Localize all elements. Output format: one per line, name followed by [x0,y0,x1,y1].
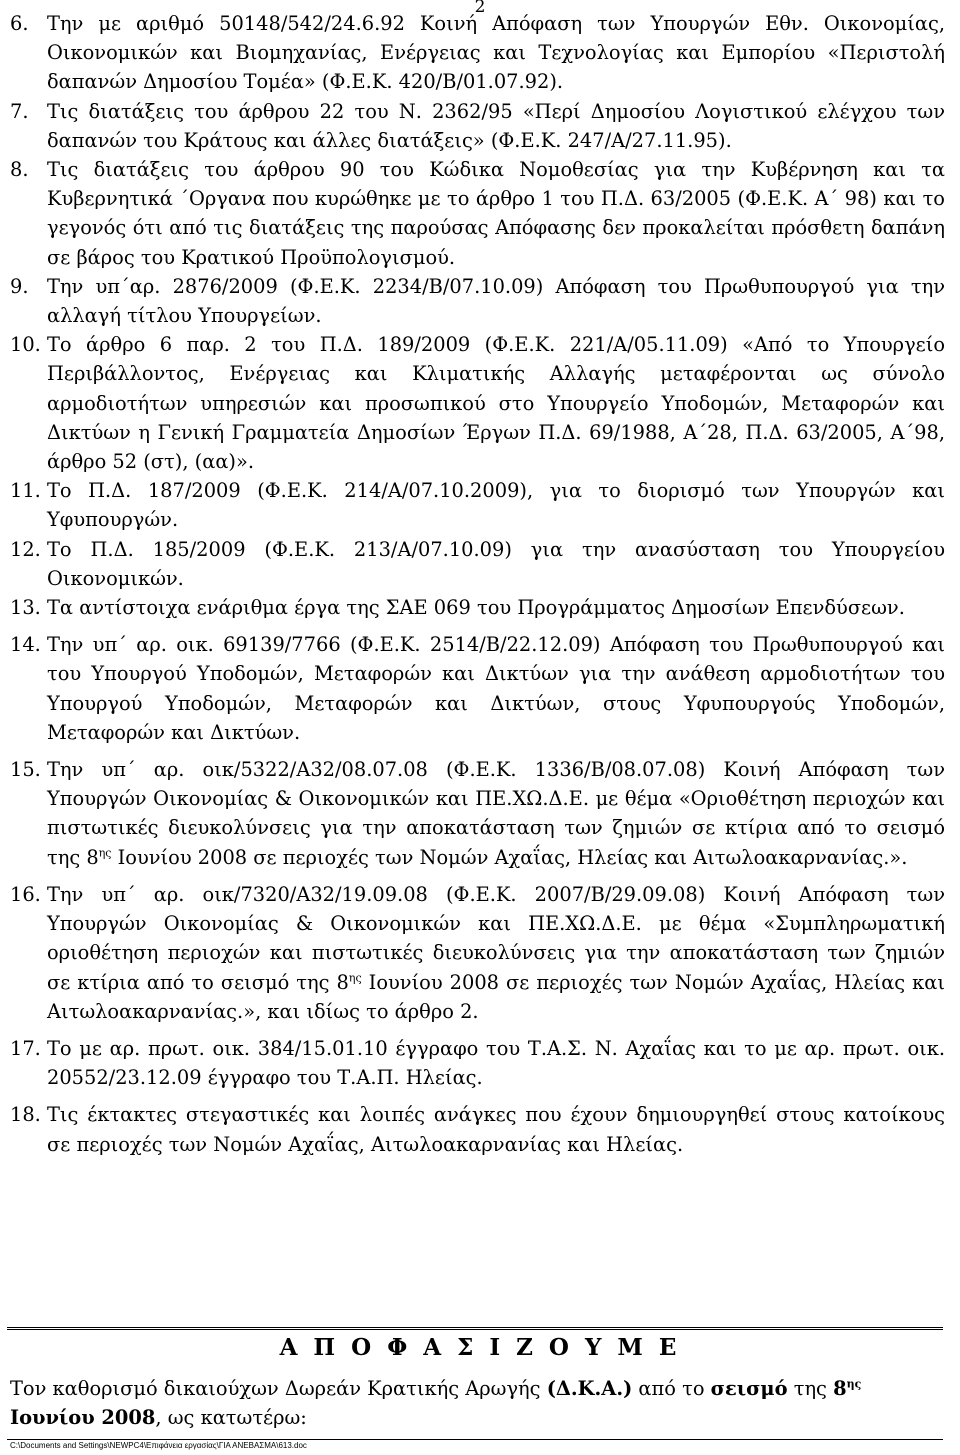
item-number: 14. [10,633,41,657]
item-text-part: Ιουνίου 2008 σε περιοχές των Νομών Αχαΐας, Ηλείας και Αιτωλοακαρνανίας.». [111,845,908,869]
list-item [10,630,945,747]
item-number: 9. [10,274,29,298]
list-item [10,1034,945,1092]
file-path-footer: C:\Documents and Settings\NEWPC4\Επιφάνεια εργασίας\ΓΙΑ ΑΝΕΒΑΣΜΑ\613.doc [10,1441,307,1450]
item-number: 16. [10,882,41,906]
item-text [47,880,945,1026]
superscript: ης [348,971,362,985]
item-text: Τις διατάξεις του άρθρου 22 του Ν. 2362/95 «Περί Δημοσίου Λογιστικού ελέγχου των δαπανών του Κράτους και άλλες διατάξεις» (Φ.Ε.Κ. 247/Α/27.11.95). [47,99,945,152]
item-text [47,755,945,872]
item-number: 10. [10,333,41,357]
list-item [10,535,945,593]
item-text: Τα αντίστοιχα ενάριθμα έργα της ΣΑΕ 069 του Προγράμματος Δημοσίων Επενδύσεων. [47,596,905,620]
closing-superscript: ης [846,1377,862,1391]
item-text: Το Π.Δ. 187/2009 (Φ.Ε.Κ. 214/Α/07.10.2009), για το διορισμό των Υπουργών και Υφυπουργών. [47,479,945,532]
closing-bold: σεισμό [710,1377,788,1400]
list-item [10,476,945,534]
item-number: 11. [10,479,41,503]
item-number: 13. [10,596,41,620]
item-text-part: Ιουνίου 2008 σε περιοχές των Νομών Αχαΐας, Ηλείας και Αιτωλοακαρνανίας.», και ιδίως το άρθρο 2. [47,970,945,1023]
closing-bold: (Δ.Κ.Α.) [546,1377,633,1400]
item-text: Την με αριθμό 50148/542/24.6.92 Κοινή Απόφαση των Υπουργών Εθν. Οικονομίας, Οικονομικών και Βιομηχανίας, Ενέργειας και Τεχνολογίας και Εμπορίου «Περιστολή δαπανών Δημοσίου Τομέα» (Φ.Ε.Κ. 420/Β/01.07.92). [47,12,945,94]
item-text-part: Την υπ΄ αρ. οικ/7320/Α32/19.09.08 (Φ.Ε.Κ. 2007/Β/29.09.08) Κοινή Απόφαση των Υπουργών Οικονομίας & Οικονομικών και ΠΕ.ΧΩ.Δ.Ε. με θέμα «Συμπληρωματική οριοθέτηση περιοχών και πιστωτικές διευκολύνσεις για την αποκατάσταση των ζημιών σε κτίρια από το σεισμό της 8 [47,882,945,994]
list-item [10,97,945,155]
footer-rule [7,1439,943,1440]
list-item [10,1100,945,1158]
item-number: 6. [10,12,29,35]
item-number: 18. [10,1103,41,1127]
closing-text: Τον καθορισμό δικαιούχων Δωρεάν Κρατικής Αρωγής [10,1377,547,1400]
list-item [10,330,945,476]
superscript: ης [98,846,112,860]
item-text: Το Π.Δ. 185/2009 (Φ.Ε.Κ. 213/Α/07.10.09) για την ανασύσταση του Υπουργείου Οικονομικών. [47,537,945,590]
list-item [10,155,945,272]
list-item [10,593,945,622]
page-number: 2 [474,0,486,17]
item-text: Το άρθρο 6 παρ. 2 του Π.Δ. 189/2009 (Φ.Ε.Κ. 221/Α/05.11.09) «Από το Υπουργείο Περιβάλλοντος, Ενέργειας και Κλιματικής Αλλαγής μεταφέρονται ως σύνολο αρμοδιοτήτων υπηρεσιών και προσωπικού στο Υπουργείο Υποδομών, Μεταφορών και Δικτύων η Γενική Γραμματεία Δημοσίων Έργων Π.Δ. 69/1988, Α΄28, Π.Δ. 63/2005, Α΄98, άρθρο 52 (στ), (αα)». [47,333,945,474]
list-item [10,755,945,872]
item-number: 8. [10,158,29,182]
decision-heading: Α Π Ο Φ Α Σ Ι Ζ Ο Υ Μ Ε [279,1334,681,1361]
item-text: Την υπ΄ αρ. οικ. 69139/7766 (Φ.Ε.Κ. 2514/Β/22.12.09) Απόφαση του Πρωθυπουργού και του Υπουργού Υποδομών, Μεταφορών και Δικτύων για την ανάθεση αρμοδιοτήτων του Υπουργού Υποδομών, Μεταφορών και Δικτύων, στους Υφυπουργούς Υποδομών, Μεταφορών και Δικτύων. [47,633,945,744]
item-number: 17. [10,1036,41,1060]
closing-bold: Ιουνίου 2008 [10,1406,156,1430]
list-item [10,9,945,97]
item-text-part: Την υπ΄ αρ. οικ/5322/Α32/08.07.08 (Φ.Ε.Κ. 1336/Β/08.07.08) Κοινή Απόφαση των Υπουργών Οικονομίας & Οικονομικών και ΠΕ.ΧΩ.Δ.Ε. με θέμα «Οριοθέτηση περιοχών και πιστωτικές διευκολύνσεις για την αποκατάσταση των ζημιών σε κτίρια από το σεισμό της 8 [47,758,945,869]
closing-text: , ως κατωτέρω: [155,1406,307,1430]
item-number: 12. [10,537,41,561]
item-text: Τις διατάξεις του άρθρου 90 του Κώδικα Νομοθεσίας για την Κυβέρνηση και τα Κυβερνητικά ΄Οργανα που κυρώθηκε με το άρθρο 1 του Π.Δ. 63/2005 (Φ.Ε.Κ. Α΄ 98) και το γεγονός ότι από τις διατάξεις της παρούσας Απόφασης δεν προκαλείται πρόσθετη δαπάνη σε βάρος του Κρατικού Προϋπολογισμού. [47,158,945,269]
closing-paragraph [10,1374,945,1432]
closing-text: της [787,1377,834,1400]
item-text: Το με αρ. πρωτ. οικ. 384/15.01.10 έγγραφο του Τ.Α.Σ. Ν. Αχαΐας και το με αρ. πρωτ. οικ. 20552/23.12.09 έγγραφο του Τ.Α.Π. Ηλείας. [47,1036,945,1090]
heading-top-rule [7,1327,943,1330]
item-text: Τις έκτακτες στεγαστικές και λοιπές ανάγκες που έχουν δημιουργηθεί στους κατοίκους σε περιοχές των Νομών Αχαΐας, Αιτωλοακαρνανίας και Ηλείας. [47,1103,945,1156]
item-text: Την υπ΄αρ. 2876/2009 (Φ.Ε.Κ. 2234/Β/07.10.09) Απόφαση του Πρωθυπουργού για την αλλαγή τίτλου Υπουργείων. [47,274,945,328]
closing-bold: 8 [833,1377,847,1400]
considerations-list [10,9,945,1159]
list-item [10,272,945,330]
item-number: 7. [10,99,29,123]
list-item [10,880,945,1026]
closing-text: από το [632,1377,711,1400]
item-number: 15. [10,758,41,782]
